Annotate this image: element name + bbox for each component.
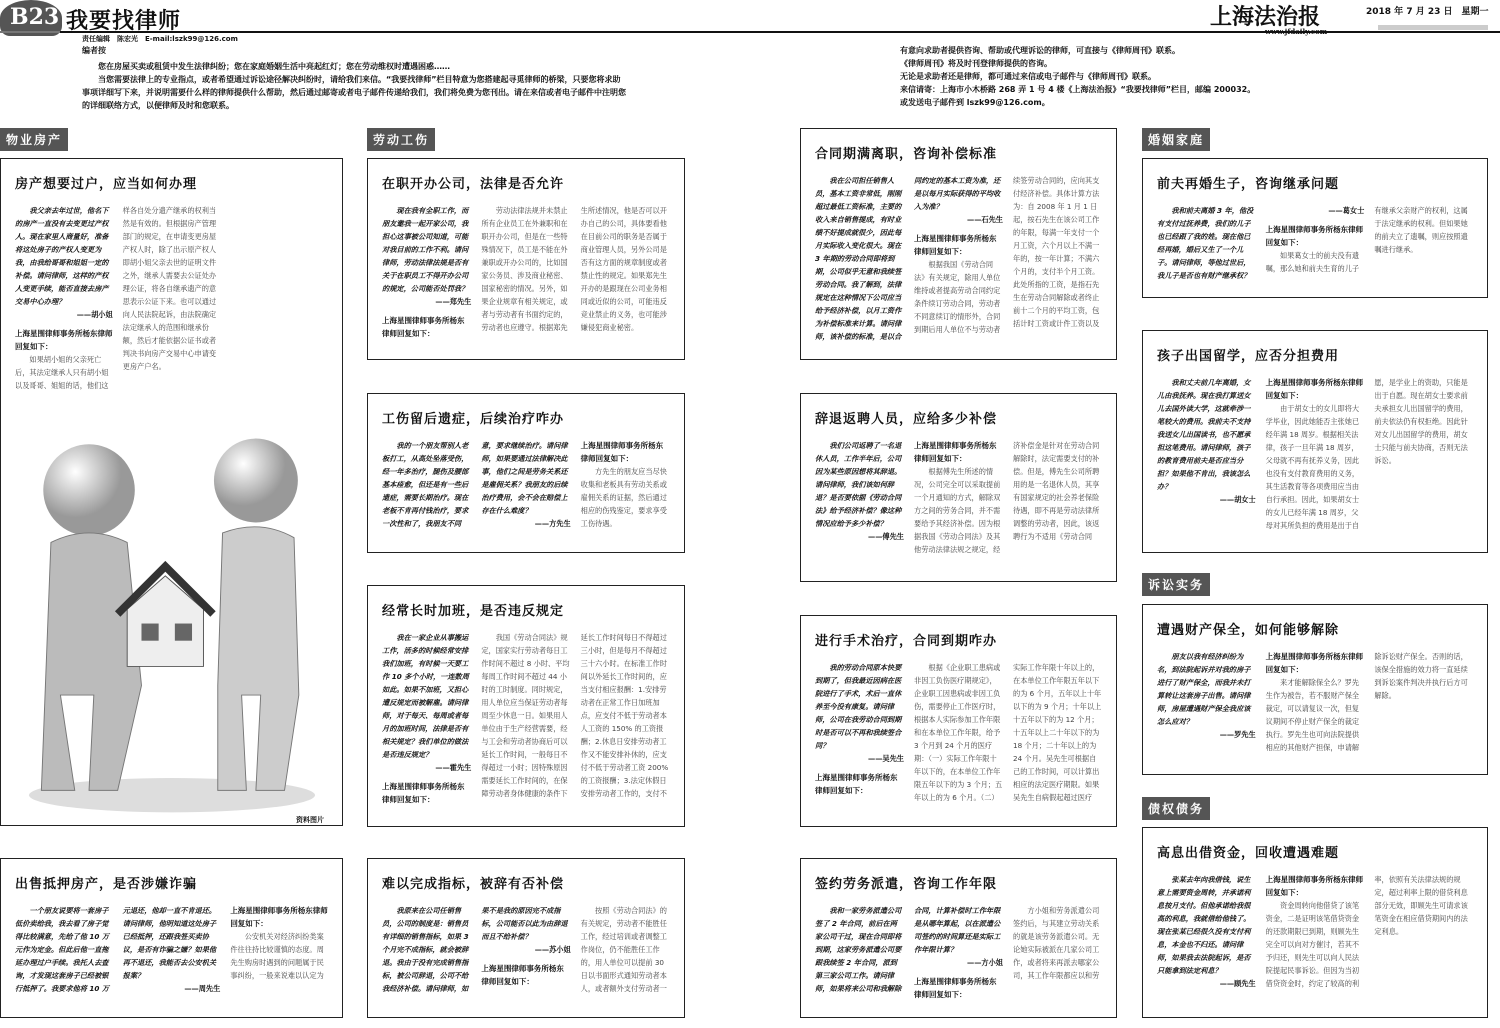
reader-signature: ——罗先生 xyxy=(1219,730,1256,739)
lawyer-answer: 如果胡小姐的父亲死亡后，其法定继承人只有胡小姐以及哥哥、姐姐的话，他们这样各自处分遗产继承的权利当然是有效的。但根据房产管理部门的规定，在申请变更房屋产权人时，除了出示原产权人即胡小姐父亲去世的证明文件之外，继承人需要去公证处办理公证，将各自继承遗产的意思表示公证下来。也可以通过向人民法院起诉，由法院确定法定继承人的范围和继承份额，然后才能依据公证书或者判决书向房产交易中心申请变更房产户名。 xyxy=(15,206,217,390)
article xyxy=(1142,158,1488,298)
lawyer-reply-header: 上海星围律师事务所杨东律师回复如下： xyxy=(914,441,997,463)
article xyxy=(800,393,1117,582)
reader-signature: ——苏小姐 xyxy=(534,945,571,954)
lawyer-answer: 来才能解除保全么？罗先生作为被告，若不服财产保全裁定，可以请复议一次，但复议期间不停止财产保全的裁定执行。罗先生也可向法院提供相应的其他财产担保，申请解除诉讼财产保全。否则的话，该保全措施的效力将一直延续到诉讼案件判决并执行后方可解除。 xyxy=(1265,652,1468,752)
article-title: 工伤留后遗症，后续治疗咋办 xyxy=(382,412,565,427)
article-body xyxy=(815,661,1102,811)
article-body xyxy=(1157,873,1473,1002)
editor-info: 责任编辑 陈宏光 E-mail:lszk99@126.com xyxy=(82,35,238,43)
reader-question: 一个朋友说要将一套房子低价卖给我，我去看了房子觉得比较满意，先给了他 10 万元作为定金。但此后他一直拖延办理过户手续。我托人去查询，才发现这套房子已经被银行抵押了。我要求他将 10 万元退还，他却一直不肯退还。请问律师，他明知道这处房子已经抵押，还跟我签买卖协议，是否有诈骗之嫌？如果他再不退还，我能否去公安机关报案？ xyxy=(15,906,217,993)
article-body xyxy=(15,904,328,1002)
lawyer-answer: 资金周转向他借贷了该笔资金，二是证明该笔借贷资金的还款期限已到期，则顾先生完全可以向对方催讨，若其不予归还，则先生可以向人民法院提起民事诉讼。但因为当初借贷资金时，约定了较高的利率，依照有关法律法规的规定，超过利率上限的借贷利息部分无效，即顾先生可请求该笔资金在相应借贷期间内的法定利息。 xyxy=(1265,875,1468,988)
reader-signature: ——吴先生 xyxy=(868,754,904,763)
page-number-badge: B23 xyxy=(0,0,62,36)
reader-signature: ——方先生 xyxy=(534,519,571,528)
lawyer-reply-header: 上海星围律师事务所杨东律师回复如下： xyxy=(1265,652,1364,674)
reader-question: 现在我有全职工作，而朋友邀我一起开家公司，我担心这事被公司知道，可能对我目前的工作不利。请问律师，劳动法律法规是否有关于在职员工不得开办公司的规定，公司能否处罚我？ xyxy=(382,206,469,293)
article xyxy=(367,393,685,553)
article xyxy=(0,158,343,826)
reader-question: 我的劳动合同原本快要到期了，但我最近因病在医院进行了手术，术后一直休养至今没有康复。请问律师，公司在我劳动合同到期时是否可以不再和我续签合同？ xyxy=(815,663,902,750)
reader-signature: ——胡女士 xyxy=(1219,495,1256,504)
note-paragraph: 当您需要法律上的专业指点，或者希望通过诉讼途径解决纠纷时，请给我们来信。“我要找律师”栏目特意为您搭建起寻觅律师的桥梁，只要您将求助事项详细写下来，并说明需要什么样的律师提供什么帮助，然后通过邮寄或者电子邮件传递给我们，我们将免费为您刊出。请在来信或者电子邮件中注明您的详细联络方式，以便律师及时和您联系。 xyxy=(82,75,626,110)
reader-question: 张某去年向我借钱，说生意上需要资金周转，并承诺利息按月支付。但他承诺给我很高的利息，我就借给他钱了。现在张某已经很久没有支付利息，本金也不归还。请问律师，如果我去法院起诉，是否只能拿到法定利息？ xyxy=(1157,875,1251,975)
reader-question: 我在一家企业从事搬运工作，活多的时候经常安排我们加班，有时候一天要工作 10 多个小时，一连数周如此。如果不加班，又担心遭反规定而被解雇。请问律师，对于每天、每周或者每月的加班时间，法律是否有相关规定？我们单位的做法是否违反规定？ xyxy=(382,633,469,759)
reader-question: 我们公司返聘了一名退休人员，工作半年后，公司因为某些原因想将其辞退。请问律师，我们该如何辞退？是否要依据《劳动合同法》给予经济补偿？像这种情况应给予多少补偿？ xyxy=(815,441,902,528)
article xyxy=(367,858,685,1018)
lawyer-answer: 根据傅先生所述的情况，公司完全可以采取提前一个月通知的方式，解除双方之间的劳务合同，并不需要给予其经济补偿。因为根据我国《劳动合同法》及其他劳动法律法规之规定，经济补偿金是针对在劳动合同解除时，法定需要支付的补偿。但是，傅先生公司所聘用的是一名退休人员，其享有国家规定的社会养老保险待遇，即不再是劳动法律所调整的劳动者，因此，该返聘行为不适用《劳动合同 xyxy=(914,441,1100,554)
header-decoration xyxy=(1378,25,1488,30)
article-body xyxy=(382,631,670,811)
lawyer-reply-header: 上海星围律师事务所杨东律师回复如下： xyxy=(815,773,898,795)
article-title: 辞退返聘人员，应给多少补偿 xyxy=(815,412,998,427)
article-title: 经常长时加班，是否违反规定 xyxy=(382,604,565,619)
lawyer-reply-header: 上海星围律师事务所杨东律师回复如下： xyxy=(382,316,465,338)
article-body xyxy=(815,439,1102,566)
lawyer-answer: 根据我国《劳动合同法》有关规定，除用人单位维持或者提高劳动合同约定条件续订劳动合同，劳动者不同意续订的情形外，合同到期后用人单位不与劳动者续签劳动合同的，应向其支付经济补偿。具体计算方法为：自 2008 年 1 月 1 日起，按石先生在该公司工作的年限，每满一年支付一个月工资，六个月以上不满一年的，按一年计算；不满六个月的，支付半个月工资。此处所指的工资，是指石先生在劳动合同解除或者终止前十二个月的平均工资，包括计时工资或计件工资以及 xyxy=(914,176,1100,334)
article-title: 遭遇财产保全，如何能够解除 xyxy=(1157,623,1340,638)
reader-question: 朋友以我有经济纠纷为名，到法院起诉并对我的房子进行了财产保全，而我并未打算转让这套房子出售。请问律师，房屋遭遇财产保全我应该怎么应对？ xyxy=(1157,652,1251,726)
article xyxy=(800,615,1117,827)
article-body xyxy=(382,904,670,1002)
lawyer-answer: 由于胡女士的女儿即将大学毕业，因此她能否主张她已经年满 18 周岁。根据相关法律，孩子一旦年满 18 周岁，父母就不再有抚养义务，因此也没有支付教育费用的义务，其生活教育等各项费用应当由自行承担。因此，如果胡女士的女儿已经年满 18 周岁，父母对其所负担的费用是出于自愿，是学业上的资助，只能是出于自愿。现在胡女士要求前夫承担女儿出国留学的费用，前夫依法仍有权拒绝。因此针对女儿出国留学的费用，胡女士只能与前夫协商，否则无法诉讼。 xyxy=(1265,378,1468,530)
note-line: 有意向求助者提供咨询、帮助或代理诉讼的律师，可直接与《律师周刊》联系。 xyxy=(900,46,1180,55)
reader-question: 我和前夫离婚 3 年，他没有支付过抚养费，我们的儿子也已经跟了我的姓。现在他已经再婚，婚后又生了一个儿子。请问律师，等他过世后，我儿子是否也有财产继承权？ xyxy=(1157,206,1254,280)
website[interactable]: www.jfdaily.com xyxy=(1265,27,1328,36)
section-title: 我要找律师 xyxy=(66,9,182,34)
article-title: 难以完成指标，被辞有否补偿 xyxy=(382,877,565,892)
lawyer-reply-header: 上海星围律师事务所杨东律师回复如下： xyxy=(382,782,465,804)
section-label-property: 物业房产 xyxy=(0,128,68,151)
note-line: 无论是求助者还是律师，都可通过来信或电子邮件与《律师周刊》联系。 xyxy=(900,72,1156,81)
reader-question: 我的一个朋友帮别人老板打工，从高处坠落受伤，经一年多治疗，腿伤及腰部基本痊愈，但还是有一些后遗症，需要长期治疗。现在老板不肯再付钱治疗，要求一次性和了，我朋友不同意，要求继续治疗。请问律师，如果要通过法律解决此事，他们之间是劳务关系还是雇佣关系？我朋友的后续治疗费用，会不会在赔偿上存在什么难度？ xyxy=(382,441,568,528)
lawyer-answer: 劳动法律法规并未禁止所有企业员工在外兼职和在职开办公司，但是在一些特殊情况下，员工是不能在外兼职或开办公司的，比如国家公务员、涉及商业秘密、国家秘密的情况。另外，如果企业规章有相关规定，或者与劳动者有书面约定的，劳动者也应遵守。根据郑先生所述情况，他是否可以开办自己的公司，具体要看他在目前公司的职务是否属于商业管理人员，另外公司是否有这方面的规章制度或者禁止性的规定。如果郑先生开办的是跟现在公司业务相同或近似的公司，可能违反竞业禁止的义务，也可能涉嫌侵犯商业秘密。 xyxy=(481,206,667,332)
lawyer-reply-header: 上海星围律师事务所杨东律师回复如下： xyxy=(1265,378,1364,400)
lawyer-answer: 方小姐和劳务派遣公司签约后，与其建立劳动关系的就是该劳务派遣公司。无论她实际被派在几家公司工作，或者将来再派去哪家公司，其工作年限都应以和劳 xyxy=(1013,906,1100,980)
lawyer-answer: 如果葛女士的前夫没有遗嘱，那么她和前夫生育的儿子有继承父亲财产的权利，这属于法定继承的权利。但如果她的前夫立了遗嘱，则应按照遗嘱进行继承。 xyxy=(1265,206,1468,273)
article-body xyxy=(15,204,328,399)
note-paragraph: 您在房屋买卖或租赁中发生法律纠纷；您在家庭婚姻生活中亮起红灯；您在劳动维权时遭遇困惑…… xyxy=(98,62,450,71)
note-line: 《律师周刊》将及时刊登律师提供的咨询。 xyxy=(900,59,1052,68)
article-body xyxy=(382,204,670,344)
article-title: 孩子出国留学，应否分担费用 xyxy=(1157,349,1340,364)
reader-signature: ——方小姐 xyxy=(967,958,1003,967)
note-line: 或发送电子邮件到 lszk99@126.com。 xyxy=(900,98,1050,107)
reader-signature: ——傅先生 xyxy=(868,532,904,541)
lawyer-reply-header: 上海星围律师事务所杨东律师回复如下： xyxy=(580,441,664,463)
section-label-litigation: 诉讼实务 xyxy=(1142,573,1210,596)
article xyxy=(1142,604,1488,775)
article xyxy=(367,585,685,827)
reader-signature: ——顾先生 xyxy=(1219,979,1256,988)
article-body xyxy=(815,904,1102,1002)
article-title: 进行手术治疗，合同到期咋办 xyxy=(815,634,998,649)
article xyxy=(0,858,343,1018)
lawyer-reply-header: 上海星围律师事务所杨东律师回复如下： xyxy=(15,329,113,351)
lawyer-reply-header: 上海星围律师事务所杨东律师回复如下： xyxy=(914,977,997,999)
issue-date: 2018 年 7 月 23 日 星期一 xyxy=(1366,7,1489,17)
article-title: 在职开办公司，法律是否允许 xyxy=(382,177,565,192)
lawyer-answer: 按照《劳动合同法》的有关规定，劳动者不能胜任工作，经过培训或者调整工作岗位，仍不能胜任工作的，用人单位可以提前 30 日以书面形式通知劳动者本人，或者额外支付劳动者一 xyxy=(580,906,667,993)
reader-question: 我和丈夫前几年离婚，女儿由我抚养。现在我打算送女儿去国外读大学，这就牵涉一笔较大的费用。我前夫不支持我送女儿出国读书，也不愿承担这笔费用。请问律师，孩子的教育费用前夫是否应当分担？如果他不肯出，我该怎么办？ xyxy=(1157,378,1251,491)
article-title: 房产想要过户，应当如何办理 xyxy=(15,177,198,192)
note-title: 编者按 xyxy=(82,46,106,55)
article-title: 合同期满离职，咨询补偿标准 xyxy=(815,147,998,162)
article-body xyxy=(1157,650,1473,759)
article xyxy=(1142,330,1488,553)
article xyxy=(367,158,685,360)
reader-question: 我在公司担任销售人员，基本工资非常低，刚刚超过最低工资标准，主要的收入来自销售提成，有时业绩不好提成就很少，因此每月实际收入变化很大。现在 3 年期的劳动合同即将到期，公司似乎无意和我续签劳动合同。我了解到，法律规定在这种情况下公司应当给予经济补偿，以月工资作为补偿标准来计算。请问律师，该补偿的标准，是以合同约定的基本工资为准，还是以每月实际获得的平均收入为准？ xyxy=(815,176,1001,341)
note-line: 来信请寄：上海市小木桥路 268 弄 1 号 4 楼《上海法治报》“我要找律师”栏目，邮编 200032。 xyxy=(900,85,1256,94)
section-label-family: 婚姻家庭 xyxy=(1142,128,1210,151)
lawyer-reply-header: 上海星围律师事务所杨东律师回复如下： xyxy=(1265,875,1364,897)
reader-signature: ——霍先生 xyxy=(435,763,472,772)
lawyer-reply-header: 上海星围律师事务所杨东律师回复如下： xyxy=(230,906,328,928)
article-title: 前夫再婚生子，咨询继承问题 xyxy=(1157,177,1340,192)
section-label-debt: 债权债务 xyxy=(1142,797,1210,820)
illustration-image xyxy=(15,409,328,826)
lawyer-answer: 方先生的朋友应当尽快收集和老板具有劳动关系或雇佣关系的证据，然后通过相应的伤残鉴定，要求享受工伤待遇。 xyxy=(580,467,667,528)
article-title: 出售抵押房产，是否涉嫌诈骗 xyxy=(15,877,198,892)
reader-signature: ——周先生 xyxy=(184,984,221,993)
reader-question: 我原来在公司任销售员，公司的制度是：销售员有详细的销售指标，如果 3 个月完不成指标，就会被辞退。我由于没有完成销售指标，被公司辞退，公司不给我经济补偿。请问律师，如果不是我的原因完不成指标，公司能否以此为由辞退而且不给补偿？ xyxy=(382,906,568,993)
reader-signature: ——胡小姐 xyxy=(76,310,113,319)
article-body xyxy=(1157,204,1473,282)
article-title: 高息出借资金，回收遭遇难题 xyxy=(1157,846,1340,861)
article xyxy=(1142,827,1488,1018)
lawyer-answer: 根据《企业职工患病或非因工负伤医疗期规定》，企业职工因患病或非因工负伤，需要停止工作医疗时，根据本人实际参加工作年限和在本单位工作年限，给予 3 个月到 24 个月的医疗期：（一）实际工作年限十年以下的，在本单位工作年限五年以下的为 3 个月；五年以上的为 6 个月。（二）实际工作年限十年以上的，在本单位工作年限五年以下的为 6 个月，五年以上十年以下的为 9 个月；十年以上十五年以下的为 12 个月；十五年以上二十年以下的为 18 个月；二十年以上的为 24 个月。吴先生可根据自己的工作时间，可以计算出相应的法定医疗期限。如果吴先生自病假起超过医疗 xyxy=(914,663,1102,802)
reader-question: 我和一家劳务派遣公司签了 2 年合同，前后在两家公司干过，现在合同即将到期，这家劳务派遣公司要跟我续签 2 年合同，派到第三家公司工作。请问律师，如果将来公司和我解除合同，计算补偿时工作年限是从哪年算起，以在派遣公司签约的时间算还是实际工作年限计算？ xyxy=(815,906,1001,993)
lawyer-reply-header: 上海星围律师事务所杨东律师回复如下： xyxy=(1265,225,1364,247)
newspaper-logo: 上海法治报 xyxy=(1210,4,1321,30)
article xyxy=(800,128,1117,360)
reader-signature: ——石先生 xyxy=(967,215,1003,224)
lawyer-answer: 我国《劳动合同法》规定，国家实行劳动者每日工作时间不超过 8 小时、平均每周工作时间不超过 44 小时的工时制度。同时规定，用人单位应当保证劳动者每周至少休息一日。如果用人单位由于生产经营需要，经与工会和劳动者协商后可以延长工作时间，一般每日不得超过一小时；因特殊原因需要延长工作时间的，在保障劳动者身体健康的条件下延长工作时间每日不得超过三小时，但是每月不得超过三十六小时。在标准工作时间以外延长工作时间的，应当支付相应报酬：1.安排劳动者在正常工作日加班加点，应支付不低于劳动者本人工资的 150% 的工资报酬；2.休息日安排劳动者工作又不能安排补休的，应支付不低于劳动者工资 200% 的工资报酬；3.法定休假日安排劳动者工作的，支付不 xyxy=(481,633,669,798)
reader-signature: ——葛女士 xyxy=(1328,206,1365,215)
photo-credit: 资料图片 xyxy=(296,816,324,824)
article-body xyxy=(1157,376,1473,537)
two-figures-house-illustration xyxy=(15,409,329,819)
editor-note xyxy=(82,44,627,112)
section-label-labor: 劳动工伤 xyxy=(367,128,435,151)
contact-note xyxy=(900,44,1470,109)
article xyxy=(800,858,1117,1018)
article-body xyxy=(382,439,670,537)
reader-question: 我父亲去年过世，他名下的房产一直没有去变更过产权人。现在家里人商量好，准备将这处房子的产权人变更为我，由我给哥哥和姐姐一定的补偿。请问律师，这样的产权人变更手续，能否直接去房产交易中心办理？ xyxy=(15,206,109,306)
lawyer-reply-header: 上海星围律师事务所杨东律师回复如下： xyxy=(481,964,564,986)
lawyer-reply-header: 上海星围律师事务所杨东律师回复如下： xyxy=(914,234,997,256)
article-body xyxy=(815,174,1102,344)
reader-signature: ——郑先生 xyxy=(435,297,472,306)
article-title: 签约劳务派遣，咨询工作年限 xyxy=(815,877,998,892)
header-rule xyxy=(0,31,60,33)
lawyer-answer: 公安机关对经济纠纷类案件往往持比较谨慎的态度。周先生购房时遇到的问题属于民事纠纷，一般来说难以认定为 xyxy=(230,932,324,980)
